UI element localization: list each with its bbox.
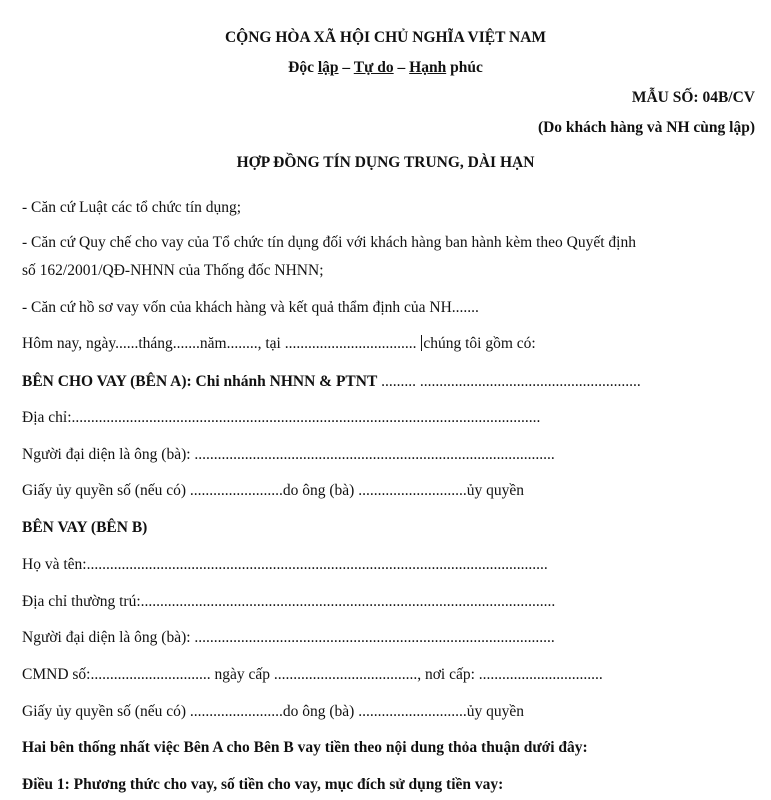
- form-number: MẪU SỐ: 04B/CV: [631, 89, 755, 106]
- motto-part: lập: [317, 59, 339, 76]
- preamble-line: - Căn cứ Quy chế cho vay của Tổ chức tín dụng đối với khách hàng ban hành kèm theo Quyết định: [22, 234, 636, 251]
- motto-part: Tự do: [353, 59, 394, 76]
- motto-part: Độc: [288, 59, 318, 76]
- agreement-statement: Hai bên thống nhất việc Bên A cho Bên B vay tiền theo nội dung thỏa thuận dưới đây:: [22, 739, 588, 756]
- lender-address: Địa chỉ:.........................................................................................................................: [22, 409, 541, 426]
- article-1-heading: Điều 1: Phương thức cho vay, số tiền cho vay, mục đích sử dụng tiền vay:: [22, 776, 504, 793]
- lender-heading-fill: ......... .........................................................: [377, 373, 641, 390]
- preamble-line: - Căn cứ Luật các tổ chức tín dụng;: [22, 199, 242, 216]
- preamble-line: - Căn cứ hồ sơ vay vốn của khách hàng và kết quả thẩm định của NH.......: [22, 299, 479, 316]
- national-title: CỘNG HÒA XÃ HỘI CHỦ NGHĨA VIỆT NAM: [224, 29, 547, 46]
- borrower-representative: Người đại diện là ông (bà): .............................................................................................: [22, 629, 555, 646]
- motto-part: –: [338, 59, 354, 76]
- document-title: HỢP ĐỒNG TÍN DỤNG TRUNG, DÀI HẠN: [236, 154, 535, 171]
- lender-heading-line: [22, 372, 641, 392]
- meeting-date-line: [22, 334, 536, 354]
- lender-representative: Người đại diện là ông (bà): .............................................................................................: [22, 446, 555, 463]
- borrower-name: Họ và tên:.......................................................................................................................: [22, 556, 548, 573]
- lender-authorization: Giấy ủy quyền số (nếu có) ........................do ông (bà) ............................ủy quyền: [22, 482, 524, 499]
- borrower-heading: BÊN VAY (BÊN B): [22, 519, 148, 536]
- borrower-id-card: CMND số:............................... ngày cấp ....................................., nơi cấp: ................................: [22, 666, 603, 683]
- meeting-date-text: Hôm nay, ngày......tháng.......năm........, tại ..................................: [22, 335, 421, 352]
- prepared-by-note: (Do khách hàng và NH cùng lập): [537, 119, 755, 136]
- borrower-authorization: Giấy ủy quyền số (nếu có) ........................do ông (bà) ............................ủy quyền: [22, 703, 524, 720]
- motto-part: –: [393, 59, 410, 76]
- national-motto: [0, 58, 771, 78]
- preamble-line: số 162/2001/QĐ-NHNN của Thống đốc NHNN;: [22, 262, 324, 279]
- motto-part: Hạnh: [409, 59, 447, 76]
- borrower-residence: Địa chỉ thường trú:...........................................................................................................: [22, 593, 556, 610]
- meeting-parties-text: chúng tôi gồm có:: [423, 335, 536, 352]
- lender-heading: BÊN CHO VAY (BÊN A): Chi nhánh NHNN & PTNT: [22, 373, 378, 390]
- motto-part: phúc: [446, 59, 483, 76]
